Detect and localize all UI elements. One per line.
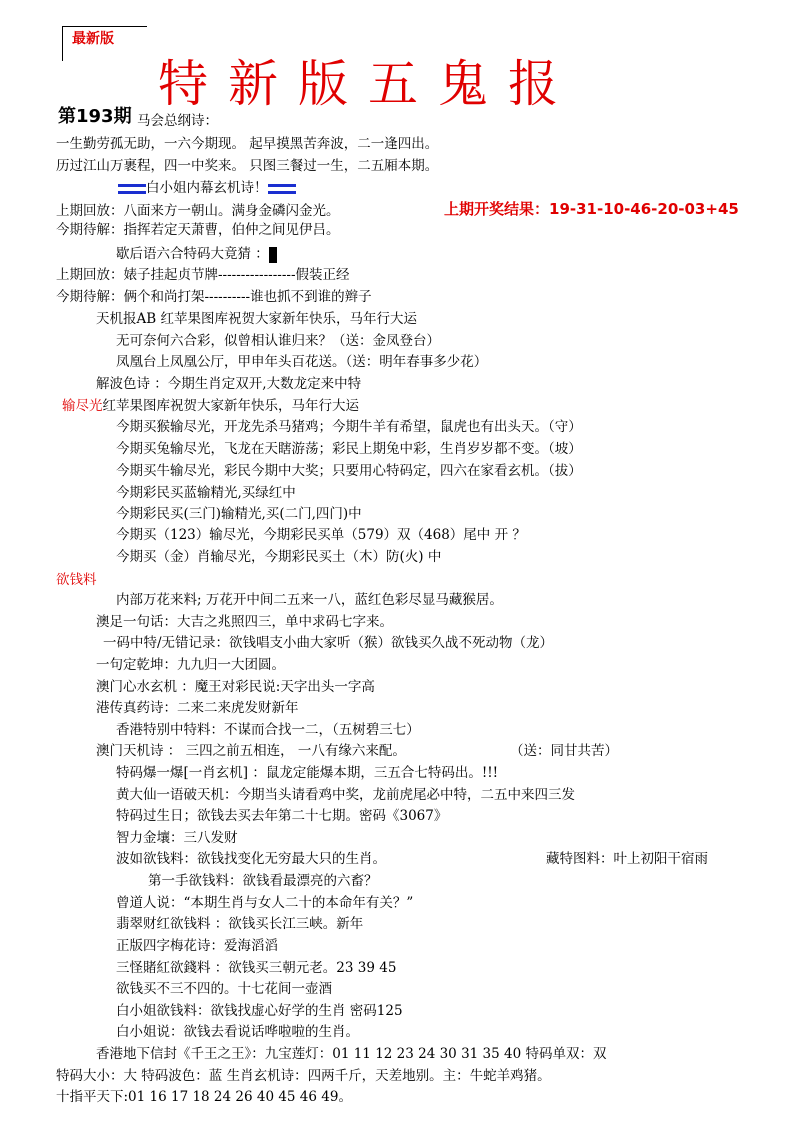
text-line: 曾道人说：“本期生肖与女人二十的本命年有关？” bbox=[116, 895, 414, 911]
text-line: 无可奈何六合彩，似曾相认谁归来？（送：金凤登台） bbox=[116, 333, 440, 349]
red-label: 输尽光 bbox=[62, 398, 103, 414]
text-line: 今期买牛输尽光，彩民今期中大奖；只要用心特码定，四六在家看玄机。（拔） bbox=[116, 463, 582, 479]
text-line: 白小姐说：欲钱去看说话哗啦啦的生肖。 bbox=[116, 1024, 359, 1040]
text-line: 上期回放：婊子挂起贞节牌-----------------假装正经 bbox=[56, 267, 350, 283]
text-line: 一生勤劳孤无助，一六今期现。 起早摸黑苦奔波，二一逢四出。 bbox=[56, 136, 439, 152]
red-label: 欲钱料 bbox=[56, 572, 97, 588]
text-line: 一码中特/无错记录：欲钱唱支小曲大家听（猴）欲钱买久战不死动物（龙） bbox=[103, 635, 554, 651]
text-span: 红苹果图库祝贺大家新年快乐，马年行大运 bbox=[102, 398, 359, 414]
text-line: 澳足一句话：大吉之兆照四三，单中求码七字来。 bbox=[96, 614, 393, 630]
text-line: 今期买兔输尽光，飞龙在天瞎游荡；彩民上期兔中彩，生肖岁岁都不变。（坡） bbox=[116, 441, 582, 457]
text-line: 一句定乾坤：九九归一大团圆。 bbox=[96, 657, 285, 673]
text-line: （送：同甘共苦） bbox=[510, 743, 618, 759]
text-line: 特码大小：大 特码波色：蓝 生肖玄机诗：四两千斤，天差地别。主：牛蛇羊鸡猪。 bbox=[56, 1068, 551, 1084]
text-line: 十指平天下:01 16 17 18 24 26 40 45 46 49。 bbox=[56, 1089, 352, 1105]
text-line bbox=[116, 245, 277, 263]
flag-icon bbox=[268, 184, 296, 194]
text-line: 白小姐欲钱料：欲钱找虚心好学的生肖 密码125 bbox=[116, 1003, 403, 1019]
text-line: 今期待解：俩个和尚打架----------谁也抓不到谁的辫子 bbox=[56, 289, 372, 305]
text-line: 智力金壤：三八发财 bbox=[116, 830, 238, 846]
text-line: 今期彩民买蓝输精光,买绿红中 bbox=[116, 485, 296, 501]
text-line: 今期买（金）肖输尽光，今期彩民买土（木）防(火) 中 bbox=[116, 549, 442, 565]
text-line: 藏特图料：叶上初阳干宿雨 bbox=[546, 851, 708, 867]
text-line: 正版四字梅花诗：爱海滔滔 bbox=[116, 938, 278, 954]
text-line: 欲钱买不三不四的。十七花间一壶酒 bbox=[116, 981, 332, 997]
text-line: 港传真药诗：二来二来虎发财新年 bbox=[96, 700, 299, 716]
text-line: 今期待解：指挥若定天萧曹，伯仲之间见伊吕。 bbox=[56, 222, 340, 238]
text-line: 第一手欲钱料：欲钱看最漂亮的六畜？ bbox=[148, 873, 378, 889]
text-line: 上期回放：八面来方一朝山。满身金磷闪金光。 bbox=[56, 203, 340, 219]
text-line: 天机报AB 红苹果图库祝贺大家新年快乐，马年行大运 bbox=[96, 311, 417, 327]
text-line: 翡翠财红欲钱料 ：欲钱买长江三峡。新年 bbox=[116, 916, 364, 932]
text-line bbox=[62, 397, 359, 415]
last-result: 上期开奖结果：19-31-10-46-20-03+45 bbox=[444, 200, 739, 218]
page-title: 特新版五鬼报 bbox=[158, 55, 578, 113]
text-line: 历过江山万裹程，四一中奖来。 只图三餐过一生，二五厢本期。 bbox=[56, 158, 439, 174]
text-line: 今期买猴输尽光，开龙先杀马猪鸡；今期牛羊有希望，鼠虎也有出头天。（守） bbox=[116, 419, 582, 435]
text-line: 澳门天机诗 ： 三四之前五相连， 一八有缘六来配。 bbox=[96, 743, 406, 759]
text-line: 特码过生日；欲钱去买去年第二十七期。密码《3067》 bbox=[116, 808, 448, 824]
text-span: 白小姐内幕玄机诗！ bbox=[146, 180, 268, 196]
text-line: 解波色诗 ：今期生肖定双开,大数龙定来中特 bbox=[96, 376, 362, 392]
text-line: 今期买（123）输尽光，今期彩民买单（579）双（468）尾中 开 ？ bbox=[116, 527, 526, 543]
text-line: 今期彩民买(三门)输精光,买(二门,四门)中 bbox=[116, 506, 362, 522]
badge-label: 最新版 bbox=[72, 31, 114, 47]
text-line: 香港地下信封《千王之王》：九宝莲灯：01 11 12 23 24 30 31 35 40 特码单双：双 bbox=[96, 1046, 607, 1062]
text-line: 三怪賭紅欲錢料 ：欲钱买三朝元老。23 39 45 bbox=[116, 960, 397, 976]
issue-number: 第193期 bbox=[58, 106, 132, 127]
text-line: 黄大仙一语破天机：今期当头请看鸡中奖，龙前虎尾必中特，二五中来四三发 bbox=[116, 787, 575, 803]
text-line: 波如欲钱料：欲钱找变化无穷最大只的生肖。 bbox=[116, 851, 386, 867]
text-line: 凤凰台上凤凰公厅，甲申年头百花送。（送：明年春事多少花） bbox=[116, 354, 488, 370]
text-line: 香港特别中特料：不谋而合找一二，（五树碧三七） bbox=[116, 722, 420, 738]
text-line: 特码爆一爆[一肖玄机] ：鼠龙定能爆本期，三五合七特码出。!!! bbox=[116, 765, 499, 781]
text-line: 澳门心水玄机 ：魔王对彩民说:天字出头一字高 bbox=[96, 679, 375, 695]
text-line: 内部万花来料; 万花开中间二五来一八，蓝红色彩尽显马藏猴居。 bbox=[116, 592, 503, 608]
text-span: 歇后语六合特码大竟猜 ： bbox=[116, 246, 269, 262]
flag-icon bbox=[118, 184, 146, 194]
block-icon bbox=[269, 247, 277, 263]
text-line bbox=[118, 179, 296, 197]
text-line: 马会总纲诗： bbox=[137, 113, 218, 129]
